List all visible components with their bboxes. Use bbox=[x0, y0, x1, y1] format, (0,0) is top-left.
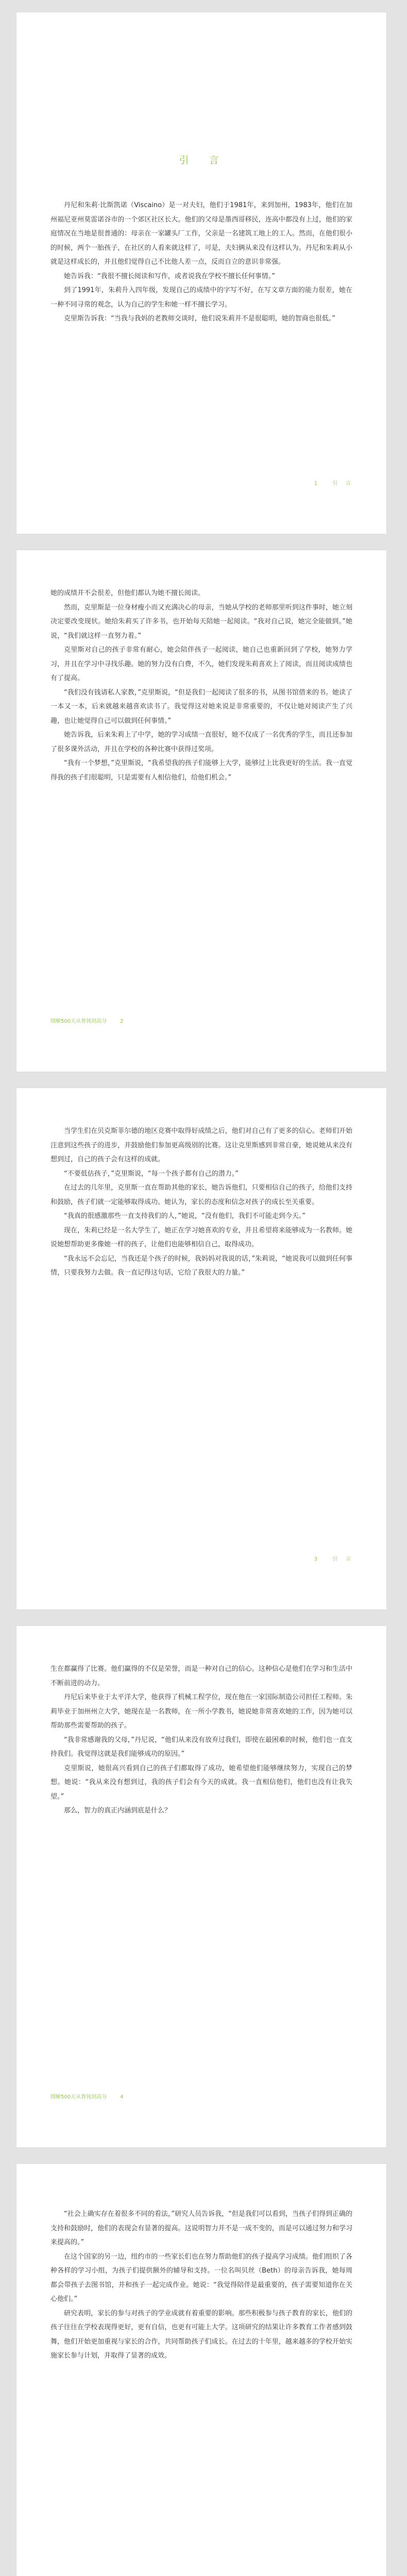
page-number: 4 bbox=[120, 2094, 124, 2100]
paragraph-continued: 生在都赢得了比赛。他们赢得的不仅是荣誉，而是一种对自己的信心。这种信心是他们在学习和生活中不断前进的动力。 bbox=[50, 1665, 352, 1687]
book-page-4 bbox=[16, 1626, 386, 2147]
paragraph: 她告诉我：“我很不擅长阅读和写作，或者说我在学校不擅长任何事情。” bbox=[64, 272, 275, 280]
page-4-body bbox=[50, 1626, 352, 1818]
paragraph: 她告诉我，后来朱莉上了中学，她的学习成绩一直很好，她不仅成了一名优秀的学生，而且还参加了很多课外活动，并且在学校的各种比赛中获得过奖项。 bbox=[50, 731, 352, 753]
paragraph: 然而，克里斯是一位身材瘦小而又充满决心的母亲，当她从学校的老师那里听到这件事时，她立刻决定要改变现状。她给朱莉买了许多书，也开始每天陪她一起阅读。“我对自己说，她完全能做到。”她说，“我们就这样一直努力着。” bbox=[50, 603, 352, 640]
page-number: 1 bbox=[314, 481, 319, 486]
paragraph: “我有一个梦想，”克里斯说，“我希望我的孩子们能够上大学，能够过上比我更好的生活。我一直觉得我的孩子们很聪明，只是需要有人相信他们，给他们机会。” bbox=[50, 759, 352, 782]
paragraph: 克里斯对自己的孩子非常有耐心，她会陪伴孩子一起阅读，她自己也重新回到了学校，她努力学习，并且在学习中寻找乐趣。她的努力没有白费，不久，她们发现朱莉喜欢上了阅读，而且阅读成绩也有了提高。 bbox=[50, 646, 352, 682]
page-2-body bbox=[50, 550, 352, 785]
running-head: 引 言 bbox=[332, 1556, 352, 1562]
paragraph: “我永远不会忘记，当我还是个孩子的时候，我妈妈对我说的话，”朱莉说，“她说我可以做到任何事情，只要我努力去做。我一直记得这句话，它给了我很大的力量。” bbox=[50, 1255, 352, 1277]
page-number: 2 bbox=[120, 1019, 124, 1024]
paragraph: 现在，朱莉已经是一名大学生了，她正在学习她喜欢的专业，并且希望将来能够成为一名教师。她说她想帮助更多像她一样的孩子，让他们也能够相信自己，取得成功。 bbox=[50, 1226, 352, 1248]
running-head: 图解500天从鲁钝到高分 bbox=[50, 2094, 107, 2100]
page-footer bbox=[50, 2092, 123, 2100]
page-3-body bbox=[50, 1088, 352, 1280]
book-page-5 bbox=[16, 2164, 386, 2576]
book-page-2 bbox=[16, 550, 386, 1072]
paragraph: “社会上确实存在着很多不同的看法，”研究人员告诉我，“但是我们可以看到，当孩子们得到正确的支持和鼓励时，他们的表现会有显著的提高。这说明智力并不是一成不变的，而是可以通过努力和学习来提高的。” bbox=[50, 2210, 352, 2246]
paragraph: 克里斯说，她很高兴看到自己的孩子们都取得了成功，她希望他们能够继续努力，实现自己的梦想。她说：“我从来没有想到过，我的孩子们会有今天的成就。我一直相信他们，他们也没有让我失望。” bbox=[50, 1764, 352, 1801]
paragraph: “不要低估孩子，”克里斯说，“每一个孩子都有自己的潜力。” bbox=[64, 1170, 239, 1178]
paragraph: 那么，智力的真正内涵到底是什么？ bbox=[64, 1807, 172, 1815]
paragraph: “我真的很感激那些一直支持我们的人，”她说，“没有他们，我们不可能走到今天。” bbox=[64, 1212, 306, 1220]
page-1-body bbox=[50, 198, 352, 326]
paragraph: 在这个国家的另一边，纽约市的一些家长们也在努力帮助他们的孩子提高学习成绩。他们组织了各种各样的学习小组，为孩子们提供额外的辅导和支持。一位名叫贝丝（Beth）的母亲告诉我，她每周都会带孩子去图书馆，并和孩子一起完成作业。她说：“我觉得陪伴是最重要的，孩子需要知道你在关心他们。” bbox=[50, 2252, 352, 2303]
running-head: 图解500天从鲁钝到高分 bbox=[50, 1019, 107, 1024]
book-page-1 bbox=[16, 12, 386, 534]
page-footer bbox=[314, 1554, 352, 1562]
chapter-title: 引 言 bbox=[179, 155, 224, 166]
paragraph: 丹尼后来毕业于太平洋大学，他获得了机械工程学位，现在他在一家国际制造公司担任工程师。朱莉毕业于加州州立大学，她现在是一名教师，在一所小学教书，她说她非常喜欢她的工作，因为她可以帮助那些需要帮助的孩子。 bbox=[50, 1693, 352, 1730]
paragraph: 到了1991年，朱莉升入四年级，发现自己的成绩中的字写不好，在写文章方面的能力很差，她在一种不同寻常的观念，认为自己的学生和她一样不擅长学习。 bbox=[50, 286, 352, 309]
paragraph-continued: 她的成绩并不会很差，但他们都认为她不擅长阅读。 bbox=[50, 589, 205, 597]
page-footer bbox=[50, 1016, 123, 1024]
paragraph: “我们没有钱请私人家教，”克里斯说，“但是我们一起阅读了很多的书，从图书馆借来的书。她读了一本又一本，后来就越来越喜欢读书了。我觉得这对她来说是非常重要的，不仅让她对阅读产生了兴趣，也让她觉得自己可以做到任何事情。” bbox=[50, 688, 352, 725]
paragraph: 研究表明，家长的参与对孩子的学业成就有着重要的影响。那些积极参与孩子教育的家长，他们的孩子往往在学校表现得更好，更有自信，也更有可能上大学。这项研究的结果让许多教育工作者感到鼓舞，他们开始更加重视与家长的合作，共同帮助孩子们成长。在过去的十年里，越来越多的学校开始实施家长参与计划，并取得了显著的成效。 bbox=[50, 2309, 352, 2360]
paragraph: 克里斯告诉我：“当我与我妈的老教师交谈时，他们说朱莉并不是很聪明，她的智商也很低。” bbox=[64, 315, 335, 323]
book-page-3 bbox=[16, 1088, 386, 1609]
running-head: 引 言 bbox=[332, 481, 352, 486]
paragraph: “我非常感谢我的父母，”丹尼说，“他们从来没有放弃过我们，即使在最困难的时候，他们也一直支持我们。我觉得这就是我们能够成功的原因。” bbox=[50, 1736, 352, 1758]
page-footer bbox=[314, 479, 352, 486]
paragraph: 在过去的几年里，克里斯一直在帮助其他的家长，她告诉他们，只要相信自己的孩子，给他们支持和鼓励，孩子们就一定能够取得成功。她认为，家长的态度和信念对孩子的成长至关重要。 bbox=[50, 1184, 352, 1206]
paragraph: 丹尼和朱莉·比斯凯诺（Viscaino）是一对夫妇，他们于1981年，来到加州，1983年，他们在加州福尼亚州莫雷诺谷市的一个郊区社区长大。他们的父母是墨西哥移民，连高中都没有上过，他们的家庭情况在当地是很普通的：母亲在一家罐头厂工作，父亲是一名建筑工地上的工人。然而，在他们很小的时候，两个一胎孩子，在社区的人看来就这样了，可是，夫妇俩从来没有这样认为。丹尼和朱莉从小就是这样成长的，并且他们觉得自己不比他人差一点，反而自立的意识非常强。 bbox=[50, 201, 352, 266]
page-number: 3 bbox=[314, 1556, 319, 1562]
paragraph: 当学生们在贝克斯菲尔德的地区竞赛中取得好成绩之后，他们对自己有了更多的信心。老师们开始注意到这些孩子的进步，并鼓励他们参加更高级别的比赛。这让克里斯感到非常自豪，她说她从来没有想到过，自己的孩子会有这样的成就。 bbox=[50, 1127, 352, 1163]
page-5-body bbox=[50, 2164, 352, 2363]
